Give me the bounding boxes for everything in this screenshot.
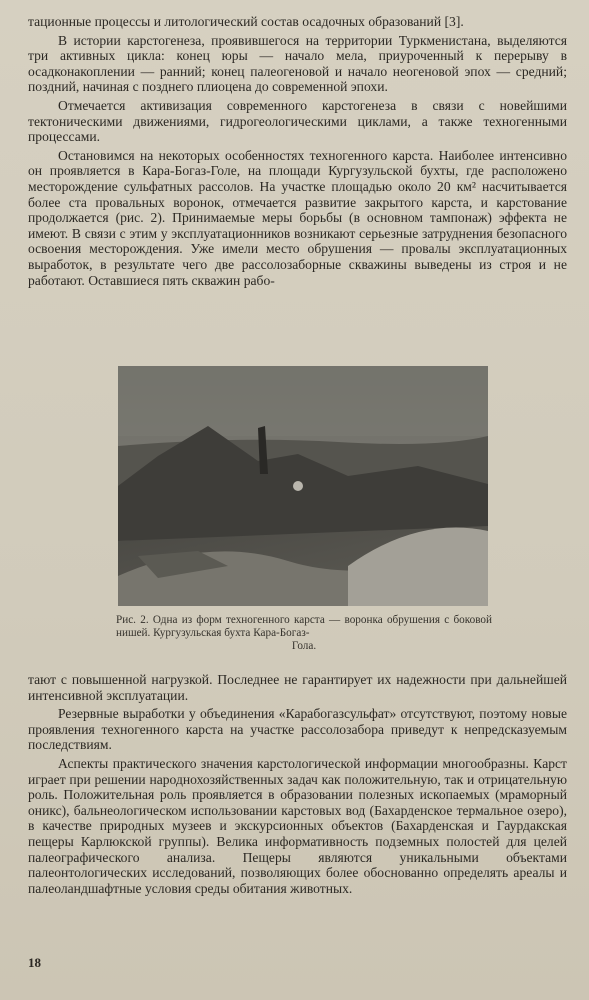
paragraph: Резервные выработки у объединения «Карабогазсульфат» отсутствуют, поэтому новые проявления техногенного карста на участке рассолозабора приведут к непредсказуемым последствиям. xyxy=(28,706,567,753)
page-number: 18 xyxy=(28,955,41,970)
text-block-bottom xyxy=(28,672,567,899)
paragraph: тают с повышенной нагрузкой. Последнее не гарантирует их надежности при дальнейшей интенсивной эксплуатации. xyxy=(28,672,567,703)
caption-line: Гола. xyxy=(291,640,317,652)
paragraph: Отмечается активизация современного карстогенеза в связи с новейшими тектоническими движениями, гидрогеологическими циклами, а также техногенными процессами. xyxy=(28,97,567,145)
paragraph: Аспекты практического значения карстологической информации многообразны. Карст играет при решении народнохозяйственных задач как положительную, так и отрицательную роль. Положительная роль проявляется в образовании полезных ископаемых (мраморный оникс), бальнеологическом использовании карстовых вод (Бахарденское термальное озеро), в качестве природных музеев и экскурсионных объектов (Бахарденская и Гаурдакская пещеры Карлюкской группы). Велика информативность подземных полостей для целей палеографического анализа. Пещеры являются уникальными объектами палеонтологических исследований, позволяющих более обоснованно определять ареалы и палеоландшафтные условия среды обитания животных. xyxy=(28,755,567,896)
text-block-top xyxy=(28,14,567,291)
paragraph: Остановимся на некоторых особенностях техногенного карста. Наиболее интенсивно он проявляется в Кара-Богаз-Голе, на площади Кургузульской бухты, где расположено месторождение сульфатных рассолов. На участке площадью около 20 км² насчитывается более ста провальных воронок, отмечается развитие закрытого карста, и карстование продолжается (рис. 2). Принимаемые меры борьбы (в основном тампонаж) эффекта не имеют. В связи с этим у эксплуатационников возникают серьезные затруднения безопасного освоения месторождения. Уже имели место обрушения — провалы эксплуатационных выработок, в результате чего две рассолозаборные скважины выведены из строя и не работают. Оставшиеся пять скважин рабо- xyxy=(28,147,567,288)
paragraph: тационные процессы и литологический состав осадочных образований [3]. xyxy=(28,14,464,29)
photo-icon xyxy=(118,366,488,606)
figure-caption xyxy=(116,614,492,653)
caption-line: Рис. 2. Одна из форм техногенного карста — воронка обрушения с боковой нишей. Кургузульская бухта Кара-Богаз- xyxy=(116,614,492,639)
karst-photo-figure xyxy=(118,366,488,606)
paragraph: В истории карстогенеза, проявившегося на территории Туркменистана, выделяются три активных цикла: конец юры — начало мела, приуроченный к перерыву в осадконакоплении — ранний; конец палеогеновой и начало неогеновой эпох — средний; поздний, начиная с позднего плиоцена до современной эпохи. xyxy=(28,32,567,95)
